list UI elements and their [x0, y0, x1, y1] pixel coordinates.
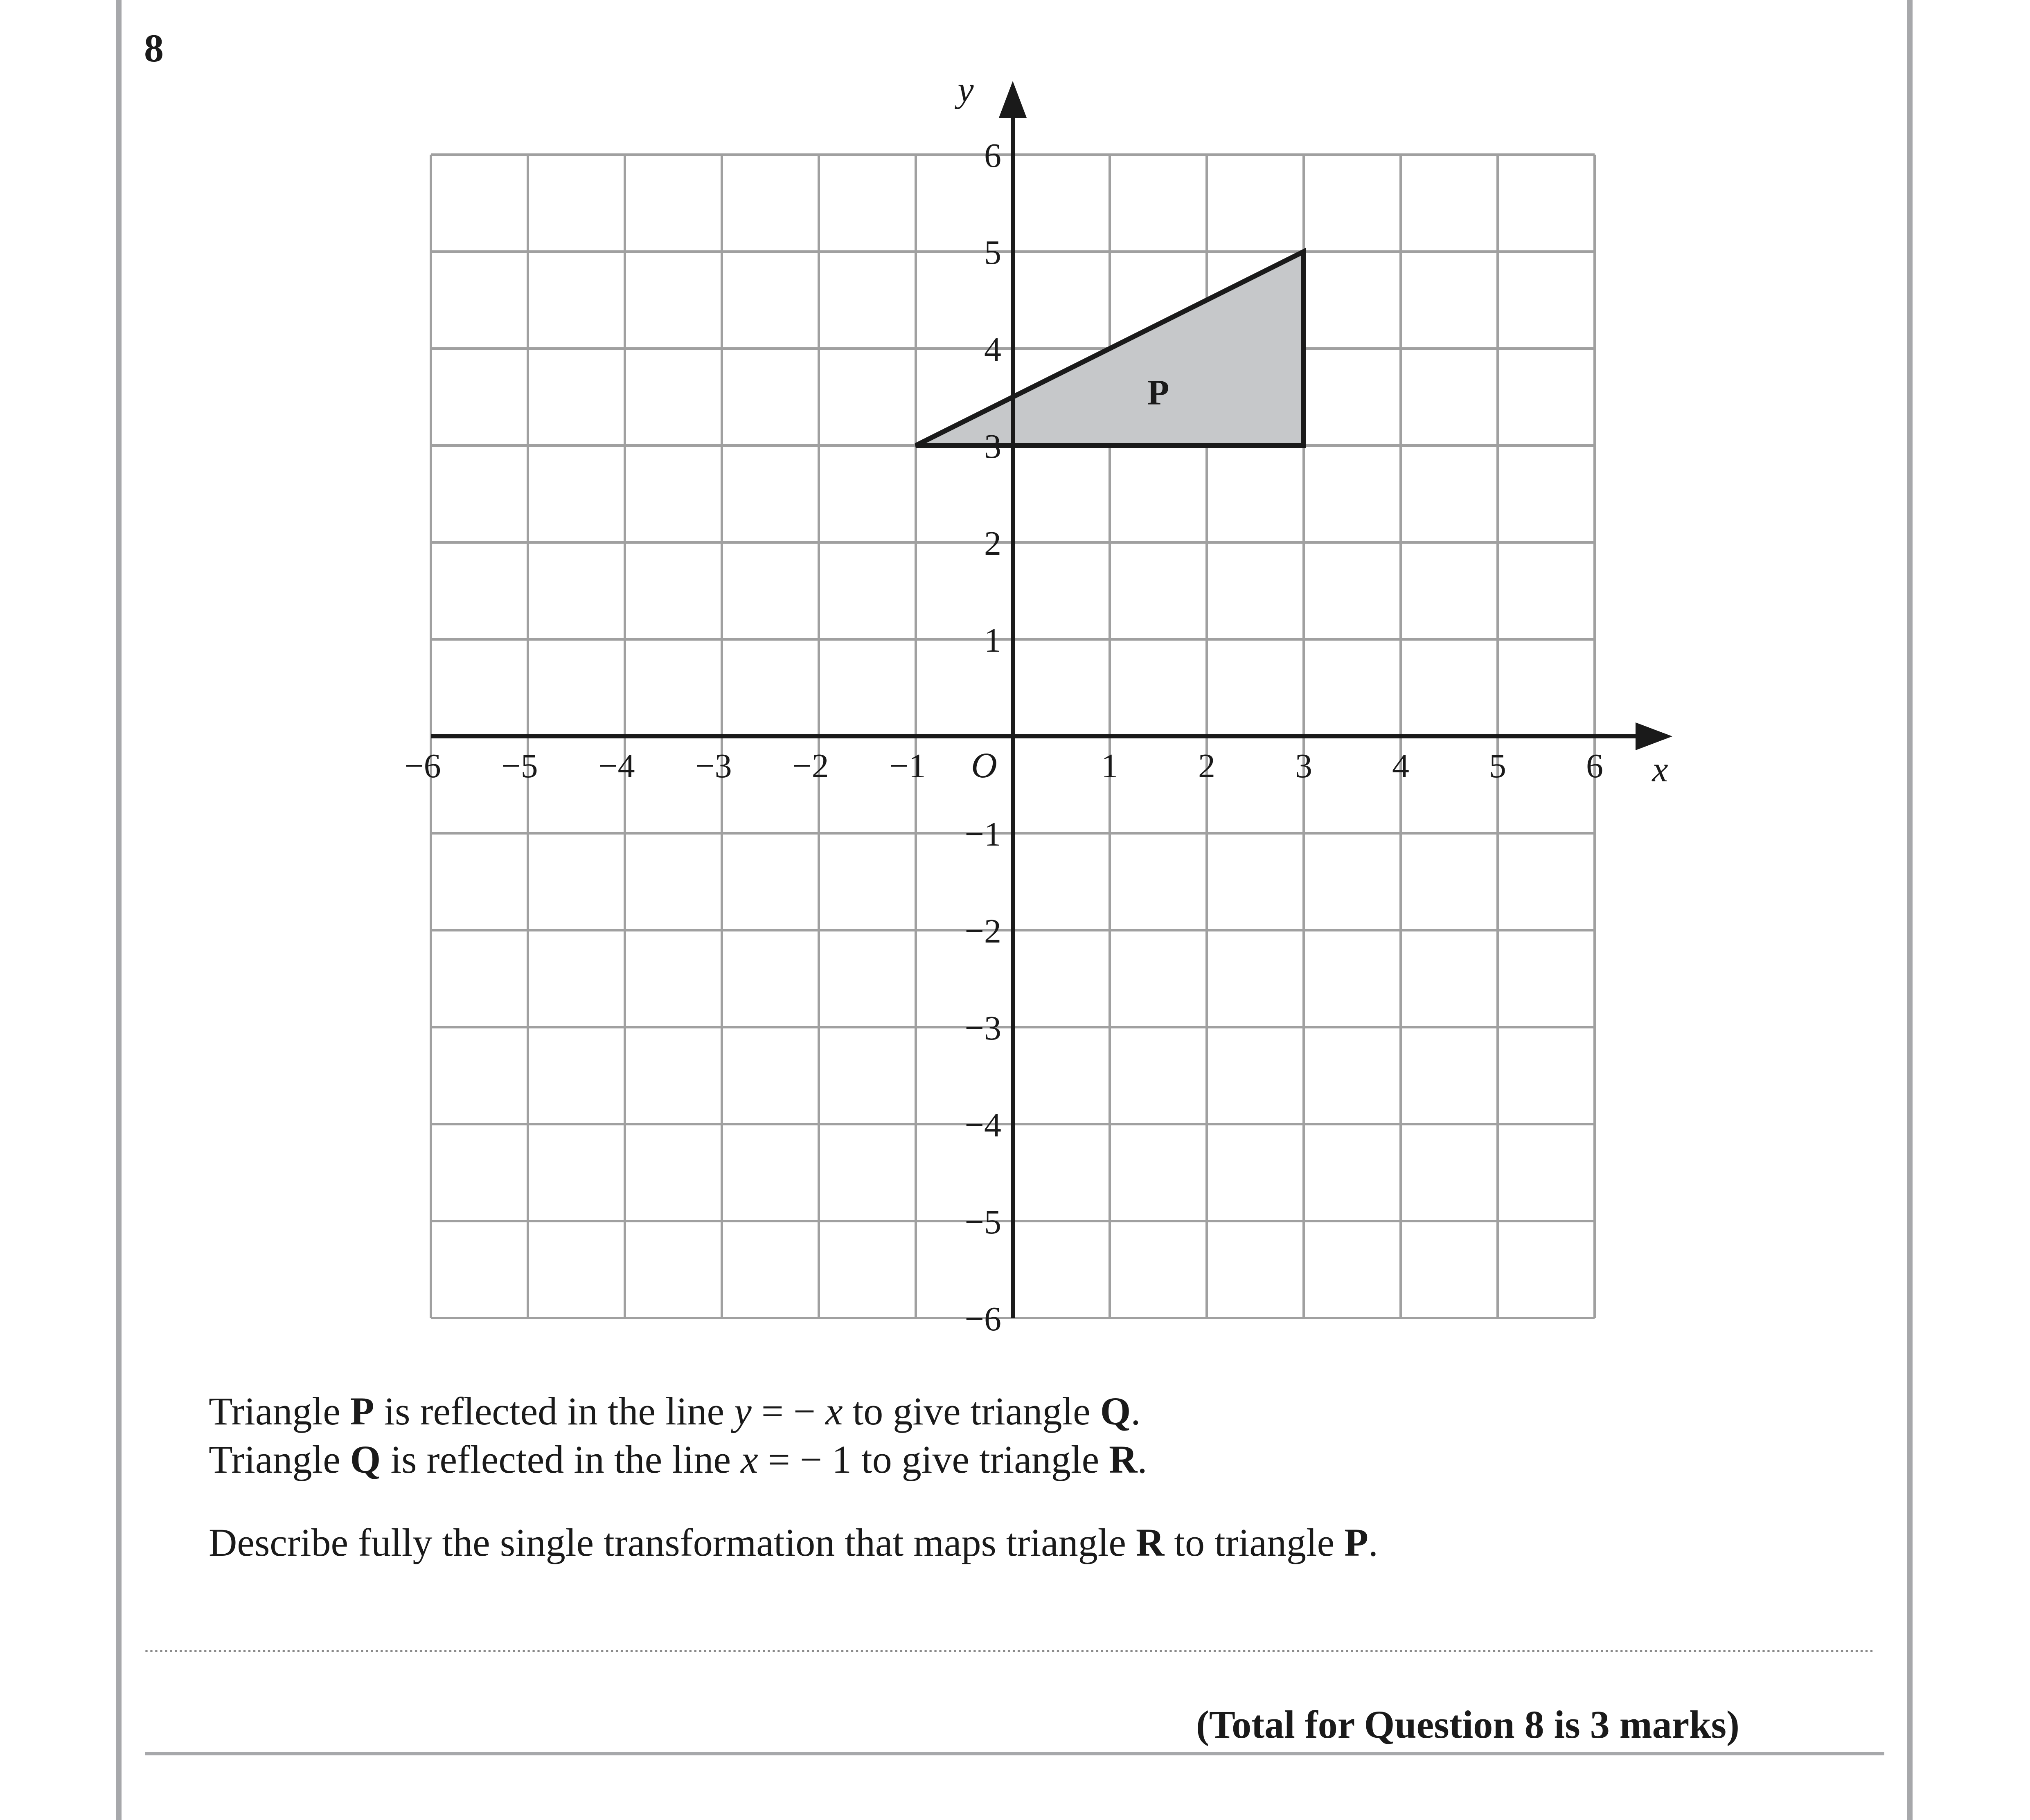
x-tick-label: −6: [404, 747, 441, 785]
text-span: = − 1 to give triangle: [758, 1438, 1109, 1481]
y-tick-label: −1: [964, 815, 1001, 853]
y-tick-label: −2: [964, 912, 1001, 950]
y-tick-label: 5: [984, 234, 1001, 272]
text-span: .: [1368, 1521, 1378, 1564]
answer-line[interactable]: [145, 1650, 1874, 1652]
text-span: Triangle: [209, 1438, 350, 1481]
x-tick-label: 3: [1295, 747, 1312, 785]
x-tick-label: −4: [598, 747, 635, 785]
text-span: Describe fully the single transformation that maps triangle: [209, 1521, 1136, 1564]
statement-line-2: [209, 1436, 1147, 1483]
triangle-q-ref: Q: [350, 1438, 381, 1481]
y-tick-label: −3: [964, 1009, 1001, 1047]
bottom-rule: [145, 1752, 1884, 1755]
text-span: to triangle: [1164, 1521, 1345, 1564]
x-tick-label: −3: [695, 747, 732, 785]
x-tick-label: 6: [1586, 747, 1603, 785]
y-axis-arrow: [999, 81, 1027, 118]
variable-x: x: [825, 1389, 843, 1433]
y-tick-label: −6: [964, 1300, 1001, 1338]
text-span: = −: [751, 1389, 825, 1433]
x-tick-label: 2: [1198, 747, 1215, 785]
question-number: 8: [144, 26, 164, 70]
triangle-q-ref: Q: [1100, 1389, 1131, 1433]
y-tick-label: 4: [984, 331, 1001, 369]
variable-x: x: [741, 1438, 758, 1481]
origin-label: O: [971, 746, 997, 785]
total-marks: (Total for Question 8 is 3 marks): [1196, 1703, 1739, 1746]
triangle-p-ref: P: [350, 1389, 374, 1433]
x-tick-label: 1: [1101, 747, 1118, 785]
y-tick-label: −5: [964, 1203, 1001, 1241]
x-axis-arrow: [1636, 722, 1672, 750]
y-tick-label: −4: [964, 1106, 1001, 1144]
triangle-p-ref: P: [1344, 1521, 1368, 1564]
y-tick-label: 6: [984, 137, 1001, 175]
variable-y: y: [734, 1389, 752, 1433]
y-tick-label: 3: [984, 427, 1001, 466]
text-span: is reflected in the line: [374, 1389, 734, 1433]
triangle-r-ref: R: [1109, 1438, 1138, 1481]
instruction-line: [209, 1519, 1378, 1566]
y-tick-label: 1: [984, 621, 1001, 659]
x-tick-label: −5: [501, 747, 538, 785]
x-tick-label: 5: [1489, 747, 1506, 785]
triangle-p-label: P: [1147, 373, 1169, 413]
x-tick-label: 4: [1392, 747, 1409, 785]
triangle-r-ref: R: [1136, 1521, 1165, 1564]
text-span: .: [1137, 1438, 1147, 1481]
text-span: is reflected in the line: [381, 1438, 741, 1481]
text-span: .: [1131, 1389, 1141, 1433]
text-span: to give triangle: [843, 1389, 1100, 1433]
text-span: Triangle: [209, 1389, 350, 1433]
x-tick-label: −1: [889, 747, 926, 785]
x-tick-label: −2: [792, 747, 829, 785]
x-axis-label: x: [1652, 750, 1668, 790]
y-axis-label: y: [958, 70, 974, 110]
y-tick-label: 2: [984, 524, 1001, 562]
tick-labels: [404, 70, 1668, 1338]
axes: [431, 81, 1672, 1318]
statement-line-1: [209, 1388, 1140, 1435]
